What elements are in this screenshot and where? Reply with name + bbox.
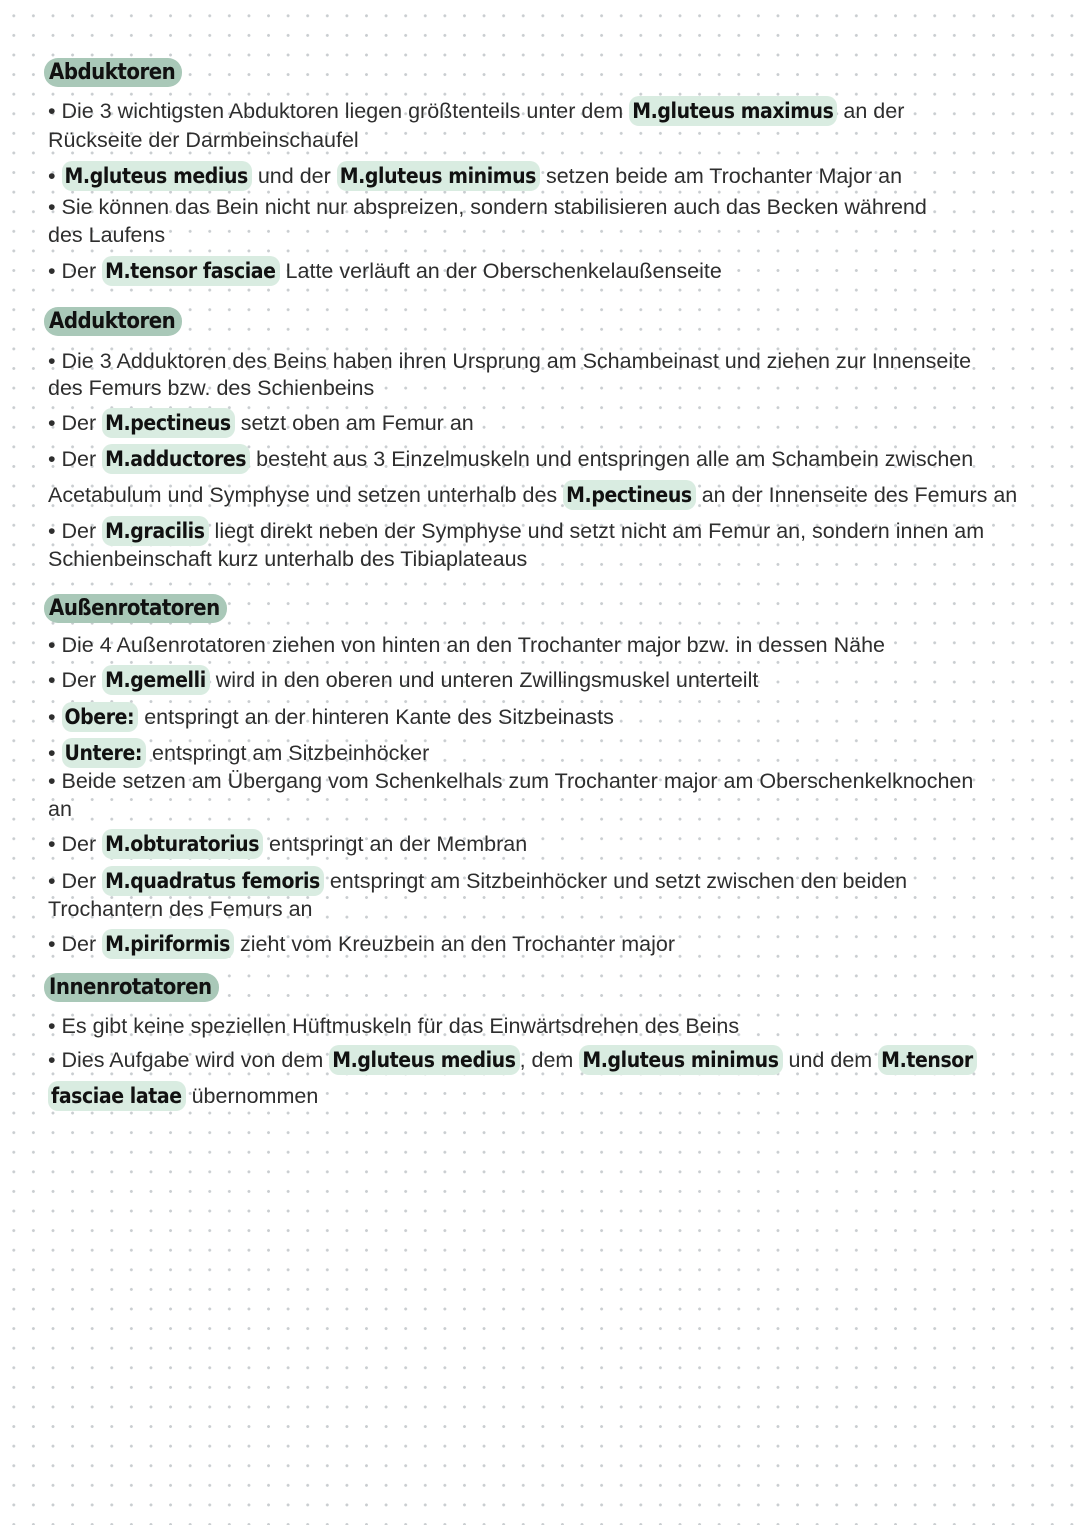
text-line [48,126,1050,154]
text-line [48,96,1050,126]
text: , dem [519,1048,580,1072]
text-line [48,1012,1050,1040]
text: • Der [48,869,103,893]
highlight-term: M.pectineus [563,480,696,510]
text: • Der [48,411,103,435]
text: an [48,797,72,821]
text-line [48,221,1050,249]
text: entspringt an der Membran [263,832,528,856]
text: • Es gibt keine speziellen Hüftmuskeln für das Einwärtsdrehen des Beins [48,1014,740,1038]
highlight-term: M.gluteus minimus [337,161,540,191]
text-line [48,702,1050,732]
text: Schienbeinschaft kurz unterhalb des Tibiaplateaus [48,547,528,571]
text: • Der [48,668,103,692]
text: • Die 3 Adduktoren des Beins haben ihren Ursprung am Schambeinast und ziehen zur Innenseite [48,349,972,373]
text-line [48,516,1050,546]
text: • Der [48,259,103,283]
text-line [48,408,1050,438]
highlight-term: M.piriformis [102,929,234,959]
highlight-term: M.gluteus maximus [629,96,837,126]
text: Acetabulum und Symphyse und setzen unterhalb des [48,483,564,507]
text: • Dies Aufgabe wird von dem [48,1048,330,1072]
text-line [48,347,1050,375]
text: • Der [48,932,103,956]
text: und dem [782,1048,879,1072]
highlight-term: M.gemelli [102,665,210,695]
text: des Laufens [48,223,166,247]
highlight-term: M.obturatorius [102,829,263,859]
highlight-term: Obere: [62,702,139,732]
text: entspringt am Sitzbeinhöcker [146,741,430,765]
text: entspringt am Sitzbeinhöcker und setzt zwischen den beiden [323,869,908,893]
section-title-innenrotatoren: Innenrotatoren [44,973,219,1002]
text-line [48,665,1050,695]
text: • Der [48,447,103,471]
text: • Die 4 Außenrotatoren ziehen von hinten an den Trochanter major bzw. in dessen Nähe [48,633,885,657]
highlight-term: fasciae latae [48,1081,186,1111]
text: • Der [48,519,103,543]
text-line [48,1081,1050,1111]
section-title-adduktoren: Adduktoren [44,307,182,336]
text: • Beide setzen am Übergang vom Schenkelhals zum Trochanter major am Oberschenkelknochen [48,769,974,793]
text-line [48,1045,1050,1075]
text-line [48,829,1050,859]
text: • [48,164,62,188]
highlight-term: M.quadratus femoris [102,866,324,896]
text-line [48,738,1050,768]
text: zieht vom Kreuzbein an den Trochanter major [234,932,676,956]
text-line [48,929,1050,959]
text-line [48,444,1050,474]
text: Trochantern des Femurs an [48,897,313,921]
text: setzen beide am Trochanter Major an [539,164,903,188]
section-title-abduktoren: Abduktoren [44,58,182,87]
text-line [48,545,1050,573]
text-line [48,374,1050,402]
text: an der Innenseite des Femurs an [695,483,1018,507]
text: des Femurs bzw. des Schienbeins [48,376,375,400]
text: an der [837,99,905,123]
text-line [48,256,1050,286]
text-line [48,767,1050,795]
text-line [48,866,1050,896]
text: besteht aus 3 Einzelmuskeln und entspringen alle am Schambein zwischen [250,447,974,471]
text: setzt oben am Femur an [234,411,474,435]
text-line [48,895,1050,923]
text-line [48,480,1050,510]
text: Latte verläuft an der Oberschenkelaußenseite [279,259,722,283]
text: • Sie können das Bein nicht nur abspreizen, sondern stabilisieren auch das Becken während [48,195,927,219]
highlight-term: Untere: [62,738,147,768]
text-line [48,631,1050,659]
text: übernommen [185,1084,319,1108]
section-title-aussenrotatoren: Außenrotatoren [44,594,227,623]
text-line [48,193,1050,221]
text: und der [251,164,337,188]
highlight-term: M.tensor fasciae [102,256,279,286]
highlight-term: M.gracilis [102,516,208,546]
text: liegt direkt neben der Symphyse und setzt nicht am Femur an, sondern innen am [208,519,985,543]
highlight-term: M.gluteus minimus [579,1045,782,1075]
text-line [48,795,1050,823]
text: • Der [48,832,103,856]
highlight-term: M.tensor [878,1045,977,1075]
text: • [48,705,62,729]
text: • [48,741,62,765]
highlight-term: M.pectineus [102,408,235,438]
highlight-term: M.gluteus medius [329,1045,519,1075]
text-line [48,161,1050,191]
text: wird in den oberen und unteren Zwillingsmuskel unterteilt [209,668,759,692]
highlight-term: M.gluteus medius [62,161,252,191]
text: entspringt an der hinteren Kante des Sitzbeinasts [138,705,614,729]
text: • Die 3 wichtigsten Abduktoren liegen größtenteils unter dem [48,99,630,123]
highlight-term: M.adductores [102,444,250,474]
text: Rückseite der Darmbeinschaufel [48,128,359,152]
